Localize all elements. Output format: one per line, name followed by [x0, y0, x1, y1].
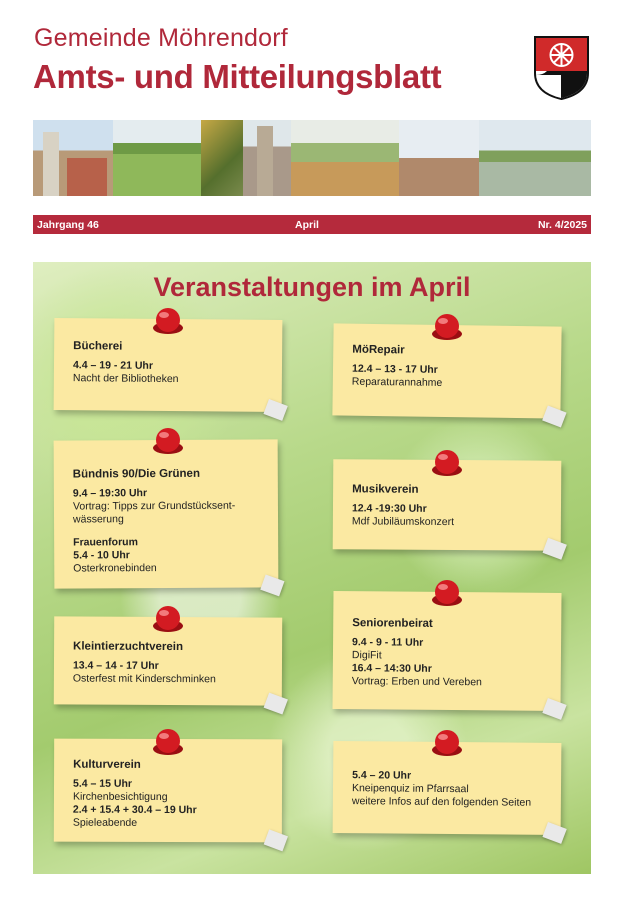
month-label: April	[295, 219, 319, 231]
bench-photo	[291, 120, 399, 196]
note-date-second: 16.4 – 14:30 Uhr	[351, 662, 432, 675]
pushpin-icon	[430, 728, 464, 758]
events-poster	[33, 262, 591, 874]
note-org-second: Frauenforum	[73, 536, 138, 549]
event-note-buendnis	[54, 439, 279, 588]
church-photo	[33, 120, 113, 196]
note-date: 12.4 – 13 - 17 Uhr	[351, 362, 438, 376]
note-desc: Mdf Jubiläumskonzert	[351, 515, 455, 529]
masthead-subtitle: Gemeinde Möhrendorf	[34, 24, 288, 52]
note-date-second: 5.4 - 10 Uhr	[73, 549, 130, 562]
note-org: Bücherei	[73, 340, 123, 353]
note-date: 9.4 - 9 - 11 Uhr	[352, 636, 424, 649]
page-curl	[264, 693, 288, 715]
note-date: 4.4 – 19 - 21 Uhr	[72, 359, 154, 372]
note-org: Kulturverein	[73, 758, 141, 771]
issue-label: Nr. 4/2025	[537, 219, 587, 231]
page-curl	[264, 829, 288, 851]
note-date: 5.4 – 20 Uhr	[352, 769, 412, 782]
pushpin-icon	[151, 604, 185, 634]
pushpin-icon	[151, 727, 185, 757]
page-curl	[260, 575, 284, 597]
note-date: 9.4 – 19:30 Uhr	[72, 487, 148, 500]
pushpin-icon	[151, 306, 185, 336]
note-desc: Reparaturannahme	[351, 375, 443, 389]
note-desc: Osterfest mit Kinderschminken	[72, 672, 216, 686]
note-org: Bündnis 90/Die Grünen	[72, 467, 200, 481]
pushpin-icon	[430, 312, 464, 342]
poster-title: Veranstaltungen im April	[153, 272, 471, 302]
masthead-title: Amts- und Mitteilungsblatt	[33, 58, 442, 95]
note-org: Musikverein	[352, 483, 419, 496]
event-note-seniorenbeirat	[332, 591, 561, 711]
pond-photo	[479, 120, 591, 196]
note-desc: DigiFit	[351, 649, 382, 662]
tower-photo	[243, 120, 291, 196]
note-date: 12.4 -19:30 Uhr	[351, 502, 427, 515]
page-curl	[542, 698, 566, 720]
note-org: Seniorenbeirat	[352, 617, 433, 630]
volume-label: Jahrgang 46	[37, 219, 99, 231]
page-curl	[543, 538, 567, 560]
note-date: 5.4 – 15 Uhr	[73, 777, 132, 790]
pushpin-icon	[151, 426, 185, 456]
note-desc-second: Osterkronebinden	[73, 562, 157, 575]
note-date-second: 2.4 + 15.4 + 30.4 – 19 Uhr	[72, 803, 197, 817]
page-curl	[542, 822, 566, 844]
page-curl	[263, 399, 287, 421]
stork-nest-photo	[399, 120, 479, 196]
note-desc: Vortrag: Tipps zur Grundstücksent-wässerung	[72, 499, 236, 526]
note-desc-second: Spieleabende	[72, 816, 138, 829]
note-desc: Kneipenquiz im Pfarrsaal	[351, 782, 469, 796]
info-bar	[33, 215, 591, 234]
note-date: 13.4 – 14 - 17 Uhr	[72, 659, 159, 672]
note-org: Kleintierzuchtverein	[73, 640, 184, 654]
pushpin-icon	[430, 448, 464, 478]
note-desc-extra: weitere Infos auf den folgenden Seiten	[351, 795, 532, 809]
pushpin-icon	[430, 578, 464, 608]
tree-photo	[201, 120, 243, 196]
meadow-photo	[113, 120, 201, 196]
note-desc-second: Vortrag: Erben und Vereben	[351, 675, 482, 689]
note-org: MöRepair	[352, 343, 405, 357]
photo-strip	[33, 120, 591, 196]
page-curl	[542, 405, 566, 427]
note-desc: Kirchenbesichtigung	[72, 790, 168, 803]
coat-of-arms-icon	[533, 35, 590, 101]
note-desc: Nacht der Bibliotheken	[72, 372, 179, 386]
